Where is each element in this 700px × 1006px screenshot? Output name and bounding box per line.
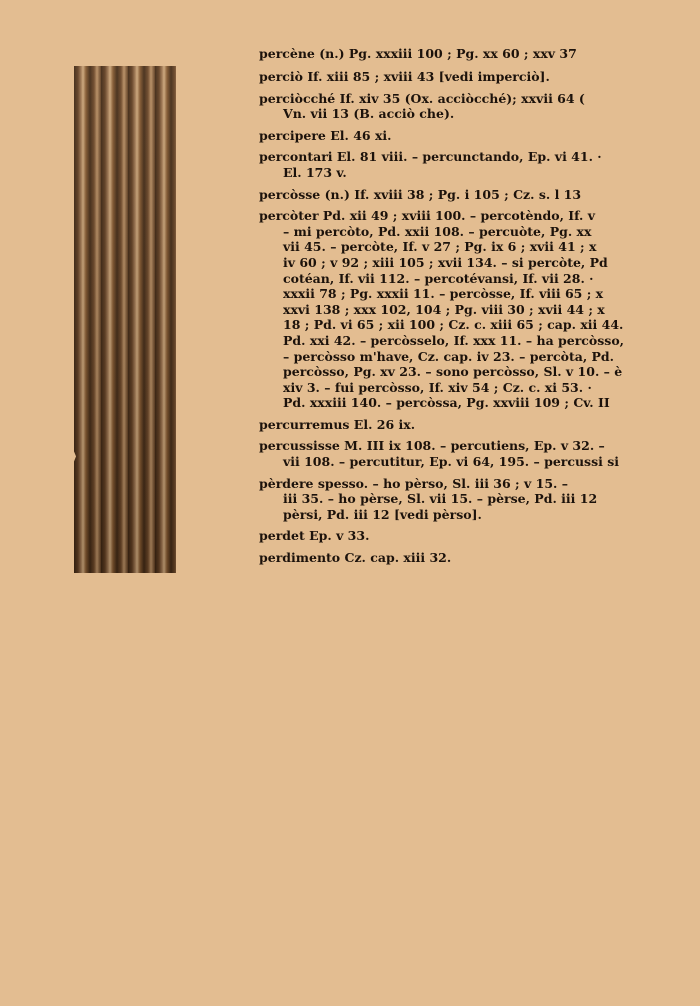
entry-percio xyxy=(259,69,700,85)
entry-perdimento xyxy=(259,550,700,566)
entry-continuation: xiv 3. – fui percòsso, If. xiv 54 ; Cz. c. xi 53. · xyxy=(283,379,592,395)
cut-off-top-line: percène (n.) Pg. xxxiii 100 ; Pg. xx 60 ; xxv 37 xyxy=(259,46,577,61)
entry-line: percòsse (n.) If. xviii 38 ; Pg. i 105 ; Cz. s. l 13 xyxy=(259,186,582,202)
entry-line: percipere El. 46 xi. xyxy=(259,127,392,143)
entry-continuation: 18 ; Pd. vi 65 ; xii 100 ; Cz. c. xiii 65 ; cap. xii 44. xyxy=(283,317,624,333)
entry-percipere xyxy=(259,128,700,144)
book-spine-image xyxy=(74,66,176,573)
entry-perdere xyxy=(259,476,700,523)
entry-line: perciò If. xiii 85 ; xviii 43 [vedi imperciò]. xyxy=(259,69,550,84)
entry-continuation: xxxii 78 ; Pg. xxxii 11. – percòsse, If. viii 65 ; x xyxy=(283,286,604,302)
entry-continuation: Pd. xxi 42. – percòsselo, If. xxx 11. – ha percòsso, xyxy=(283,332,625,348)
entry-continuation: xxvi 138 ; xxx 102, 104 ; Pg. viii 30 ; xvii 44 ; x xyxy=(283,301,605,317)
entry-perciocche xyxy=(259,91,700,122)
entry-percoter xyxy=(259,208,700,411)
entry-line: perdet Ep. v 33. xyxy=(259,528,370,544)
entry-continuation: iii 35. – ho pèrse, Sl. vii 15. – pèrse, Pd. iii 12 xyxy=(283,491,598,507)
entry-continuation: pèrsi, Pd. iii 12 [vedi pèrso]. xyxy=(283,506,482,522)
entry-line: percurremus El. 26 ix. xyxy=(259,416,416,432)
entry-continuation: – mi percòto, Pd. xxii 108. – percuòte, Pg. xx xyxy=(283,223,592,239)
entry-percosse xyxy=(259,187,700,203)
entry-perdet xyxy=(259,528,700,544)
entry-line: perdimento Cz. cap. xiii 32. xyxy=(259,550,452,566)
entry-percussisse xyxy=(259,438,700,469)
entry-continuation: percòsso, Pg. xv 23. – sono percòsso, Sl. v 10. – è xyxy=(283,364,623,380)
entry-line: percussisse M. III ix 108. – percutiens, Ep. v 32. – xyxy=(259,438,605,454)
entry-line: perciòcché If. xiv 35 (Ox. acciòcché); xxvii 64 ( xyxy=(259,90,585,106)
entry-line: percòter Pd. xii 49 ; xviii 100. – percotèndo, If. v xyxy=(259,208,596,224)
entry-continuation: Vn. vii 13 (B. acciò che). xyxy=(283,106,455,122)
entry-continuation: Pd. xxxiii 140. – percòssa, Pg. xxviii 109 ; Cv. II xyxy=(283,395,610,411)
entry-line: pèrdere spesso. – ho pèrso, Sl. iii 36 ; v 15. – xyxy=(259,475,568,491)
entry-percurremus xyxy=(259,417,700,433)
entry-continuation: vii 45. – percòte, If. v 27 ; Pg. ix 6 ; xvii 41 ; x xyxy=(283,239,597,255)
dictionary-page-text xyxy=(259,46,700,594)
entry-continuation: cotéan, If. vii 112. – percotévansi, If. vii 28. · xyxy=(283,270,594,286)
entry-continuation: iv 60 ; v 92 ; xiii 105 ; xvii 134. – si percòte, Pd xyxy=(283,254,608,270)
entry-line: percontari El. 81 viii. – percunctando, Ep. vi 41. · xyxy=(259,149,602,165)
entry-continuation: vii 108. – percutitur, Ep. vi 64, 195. – percussi si xyxy=(283,454,620,470)
entry-percontari xyxy=(259,149,700,180)
entry-continuation: El. 173 v. xyxy=(283,164,347,180)
entry-continuation: – percòsso m'have, Cz. cap. iv 23. – percòta, Pd. xyxy=(283,348,615,364)
